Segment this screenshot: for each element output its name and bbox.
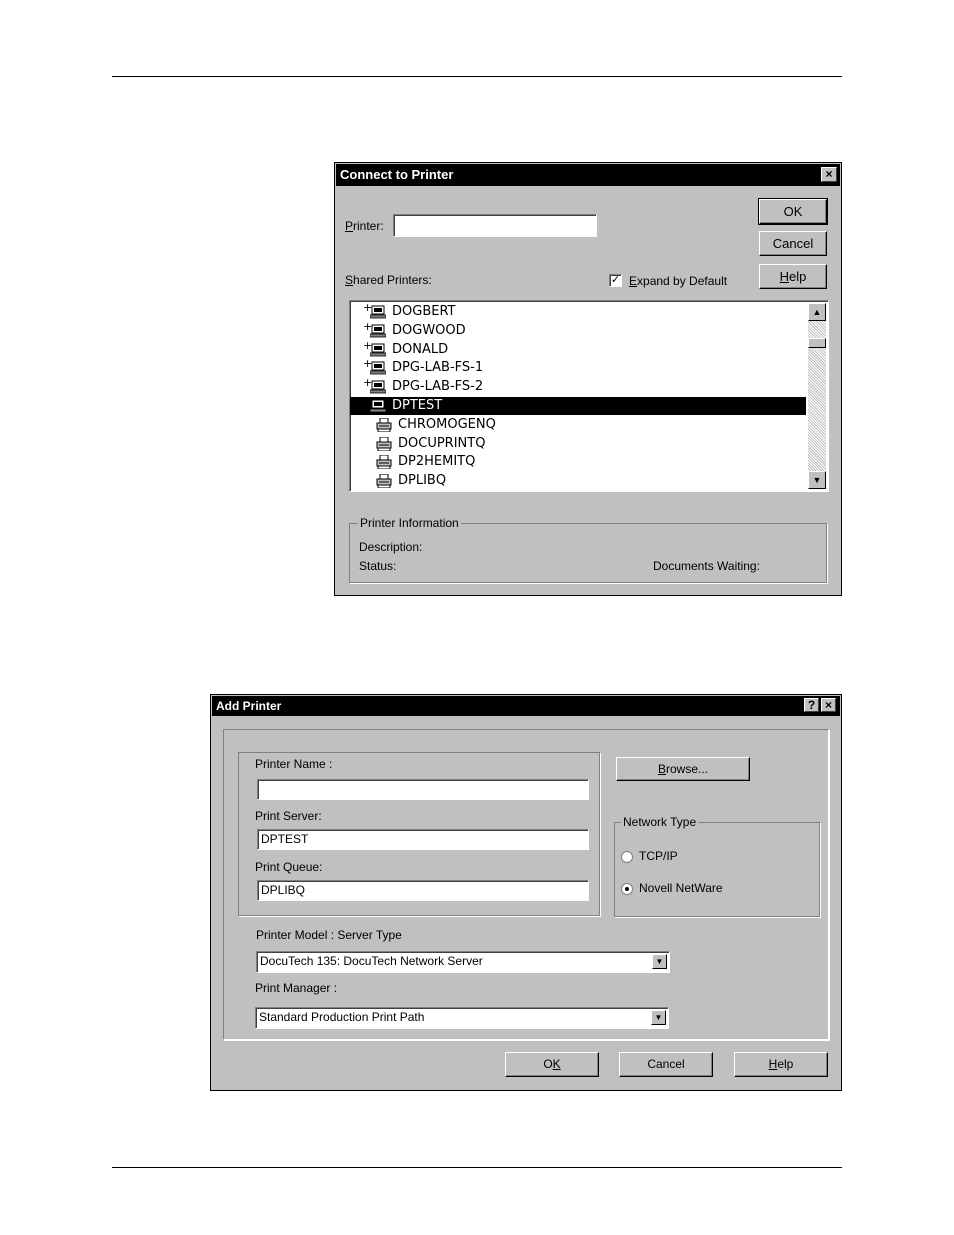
print-manager-label: Print Manager : xyxy=(255,981,338,995)
connect-to-printer-dialog xyxy=(334,162,842,596)
expand-plus-icon[interactable]: + xyxy=(363,376,373,390)
bottom-rule xyxy=(112,1167,842,1168)
network-type-title: Network Type xyxy=(623,815,697,829)
connect-dialog-titlebar xyxy=(336,164,840,186)
cancel-button[interactable]: Cancel xyxy=(759,231,827,256)
tree-item-label: DPG-LAB-FS-2 xyxy=(392,379,484,395)
add-dialog-titlebar xyxy=(212,696,840,716)
top-rule xyxy=(112,76,842,77)
scroll-down-arrow-icon[interactable]: ▼ xyxy=(808,471,826,489)
expand-plus-icon[interactable]: + xyxy=(363,319,373,333)
add-printer-dialog xyxy=(210,694,842,1091)
add-printer-frame xyxy=(223,729,829,1040)
printer-icon xyxy=(376,474,392,488)
browse-button[interactable]: Browse... xyxy=(616,757,750,781)
printer-model-label: Printer Model : Server Type xyxy=(256,928,402,942)
dropdown-arrow-icon[interactable]: ▼ xyxy=(651,1010,666,1025)
print-server-label: Print Server: xyxy=(255,809,322,823)
tree-item-label: DPTEST xyxy=(392,398,443,413)
scroll-up-arrow-icon[interactable]: ▲ xyxy=(808,303,826,321)
printer-icon xyxy=(376,418,392,432)
tree-item-label: DOGWOOD xyxy=(392,322,466,338)
print-queue-label: Print Queue: xyxy=(255,860,323,874)
tree-item-label: DOGBERT xyxy=(392,304,456,319)
printer-name-label: Printer Name : xyxy=(255,757,333,771)
novell-netware-radio[interactable] xyxy=(621,883,633,895)
description-label: Description: xyxy=(359,540,423,554)
printer-icon xyxy=(376,437,392,451)
tree-item-label: DPLIBQ xyxy=(398,473,447,489)
help-button[interactable]: Help xyxy=(759,264,827,289)
tree-item-label: DONALD xyxy=(392,341,449,357)
printer-name-input[interactable] xyxy=(257,779,589,800)
network-type-group xyxy=(614,815,820,917)
server-icon xyxy=(370,343,386,357)
dropdown-arrow-icon[interactable]: ▼ xyxy=(652,954,667,969)
printer-icon xyxy=(376,455,392,469)
printer-information-group xyxy=(349,516,827,583)
close-icon[interactable]: × xyxy=(821,698,836,712)
add-help-button[interactable]: Help xyxy=(734,1052,828,1077)
tcpip-label: TCP/IP xyxy=(639,849,678,863)
add-cancel-button[interactable]: Cancel xyxy=(619,1052,713,1077)
expand-plus-icon[interactable]: + xyxy=(363,338,373,352)
tree-item-label: DP2HEMITQ xyxy=(398,454,476,470)
close-icon[interactable]: × xyxy=(821,167,837,182)
server-icon xyxy=(370,305,386,319)
print-queue-input[interactable]: DPLIBQ xyxy=(257,880,589,901)
documents-waiting-label: Documents Waiting: xyxy=(653,559,760,573)
printer-label: Printer: xyxy=(345,219,384,233)
server-icon xyxy=(370,324,386,338)
print-manager-select[interactable] xyxy=(255,1007,669,1029)
server-icon xyxy=(370,361,386,375)
printer-input[interactable] xyxy=(393,214,597,237)
tree-item[interactable] xyxy=(350,397,806,415)
add-dialog-title: Add Printer xyxy=(216,699,282,713)
add-ok-button[interactable]: OK xyxy=(505,1052,599,1077)
tree-item-label: CHROMOGENQ xyxy=(398,416,496,432)
shared-printers-label: Shared Printers: xyxy=(345,273,432,287)
printer-information-title: Printer Information xyxy=(360,516,459,530)
print-server-input[interactable]: DPTEST xyxy=(257,829,589,850)
status-label: Status: xyxy=(359,559,397,573)
expand-plus-icon[interactable]: + xyxy=(363,301,373,314)
server-icon xyxy=(370,399,386,413)
expand-by-default-label: Expand by Default xyxy=(629,274,728,288)
tree-scrollbar[interactable] xyxy=(808,303,826,489)
printer-details-group xyxy=(238,752,600,916)
print-manager-value: Standard Production Print Path xyxy=(259,1010,425,1024)
tree-item-label: DPG-LAB-FS-1 xyxy=(392,360,484,376)
novell-netware-label: Novell NetWare xyxy=(639,881,723,895)
scroll-thumb[interactable] xyxy=(808,338,826,348)
shared-printers-tree[interactable] xyxy=(349,300,829,492)
printer-model-select[interactable] xyxy=(256,951,670,973)
connect-dialog-title: Connect to Printer xyxy=(340,167,454,182)
tree-item-label: DOCUPRINTQ xyxy=(398,435,486,451)
tcpip-radio[interactable] xyxy=(621,851,633,863)
help-question-icon[interactable]: ? xyxy=(804,698,819,712)
server-icon xyxy=(370,380,386,394)
ok-button[interactable]: OK xyxy=(759,199,827,224)
printer-model-value: DocuTech 135: DocuTech Network Server xyxy=(260,954,483,968)
expand-plus-icon[interactable]: + xyxy=(363,357,373,371)
expand-by-default-checkbox[interactable]: ✓ xyxy=(610,274,621,286)
